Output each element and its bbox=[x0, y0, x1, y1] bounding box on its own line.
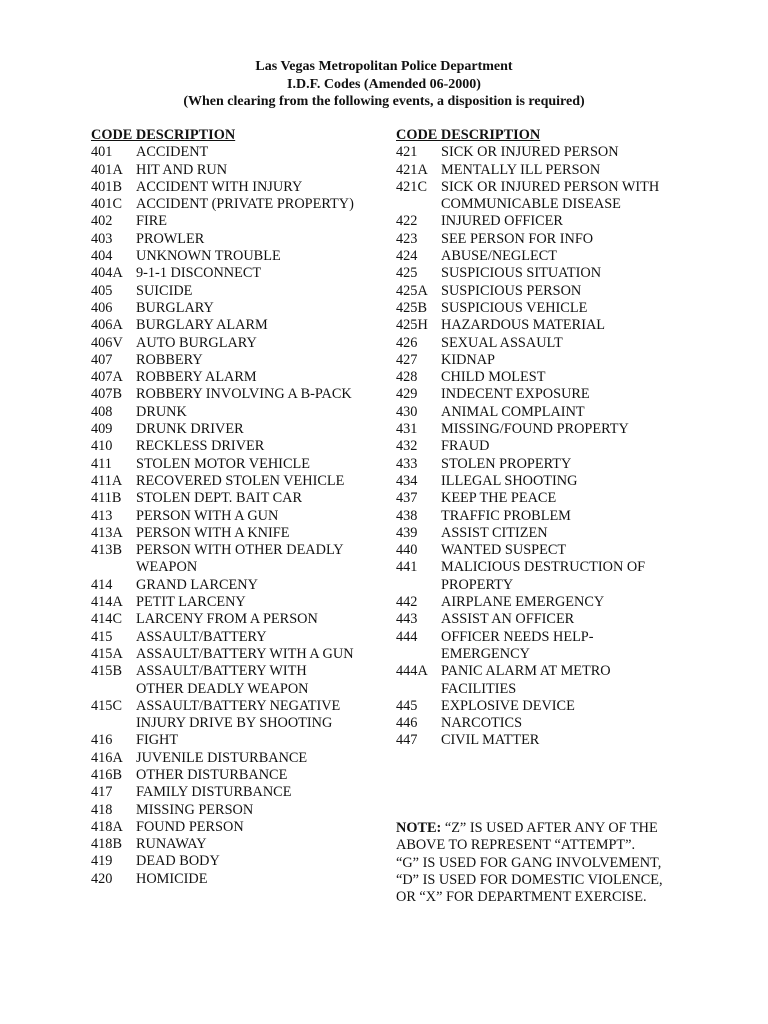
code-description: HOMICIDE bbox=[136, 870, 208, 887]
code-description: MALICIOUS DESTRUCTION OF PROPERTY bbox=[441, 559, 646, 593]
code-number: 406A bbox=[91, 317, 123, 334]
code-row bbox=[396, 508, 696, 525]
note-label: NOTE: bbox=[396, 820, 442, 836]
code-row bbox=[396, 715, 696, 732]
code-description: HIT AND RUN bbox=[136, 161, 228, 178]
code-number: 417 bbox=[91, 784, 113, 801]
code-description: PANIC ALARM AT METRO FACILITIES bbox=[441, 663, 611, 697]
code-number: 404A bbox=[91, 265, 123, 282]
code-description: EXPLOSIVE DEVICE bbox=[441, 697, 575, 714]
code-description: RUNAWAY bbox=[136, 836, 207, 853]
code-number: 428 bbox=[396, 369, 418, 386]
code-row bbox=[91, 473, 391, 490]
code-row bbox=[396, 283, 696, 300]
code-row bbox=[91, 646, 391, 663]
code-number: 440 bbox=[396, 542, 418, 559]
note-line-1 bbox=[396, 820, 686, 837]
code-number: 418 bbox=[91, 801, 113, 818]
code-description: PETIT LARCENY bbox=[136, 594, 246, 611]
code-row bbox=[91, 836, 391, 853]
code-number: 411A bbox=[91, 472, 123, 489]
code-row bbox=[91, 732, 391, 749]
code-description: ROBBERY INVOLVING A B-PACK bbox=[136, 386, 352, 403]
code-description: CIVIL MATTER bbox=[441, 732, 540, 749]
code-number: 425A bbox=[396, 282, 428, 299]
code-number: 425B bbox=[396, 299, 427, 316]
code-row bbox=[91, 404, 391, 421]
code-number: 425H bbox=[396, 317, 428, 334]
code-row bbox=[396, 179, 696, 214]
code-description: ACCIDENT bbox=[136, 144, 209, 161]
code-number: 409 bbox=[91, 421, 113, 438]
code-description: SEXUAL ASSAULT bbox=[441, 334, 563, 351]
code-description: INJURED OFFICER bbox=[441, 213, 563, 230]
code-description: SUSPICIOUS PERSON bbox=[441, 282, 582, 299]
code-description: ASSAULT/BATTERY bbox=[136, 628, 267, 645]
code-row bbox=[91, 594, 391, 611]
code-description: TRAFFIC PROBLEM bbox=[441, 507, 571, 524]
code-row bbox=[91, 750, 391, 767]
code-number: 415 bbox=[91, 628, 113, 645]
code-row bbox=[396, 404, 696, 421]
code-number: 413A bbox=[91, 524, 123, 541]
code-description: OFFICER NEEDS HELP- EMERGENCY bbox=[441, 628, 594, 662]
code-number: 401C bbox=[91, 196, 122, 213]
code-number: 406V bbox=[91, 334, 123, 351]
note-text-1: “Z” IS USED AFTER ANY OF THE bbox=[441, 820, 658, 836]
code-row bbox=[91, 819, 391, 836]
code-number: 424 bbox=[396, 248, 418, 265]
code-row bbox=[91, 317, 391, 334]
code-row bbox=[396, 611, 696, 628]
code-number: 444 bbox=[396, 628, 418, 645]
code-row bbox=[91, 438, 391, 455]
code-number: 414 bbox=[91, 576, 113, 593]
code-row bbox=[396, 231, 696, 248]
code-number: 419 bbox=[91, 853, 113, 870]
code-row bbox=[396, 265, 696, 282]
code-row bbox=[396, 352, 696, 369]
code-row bbox=[91, 525, 391, 542]
code-description: HAZARDOUS MATERIAL bbox=[441, 317, 606, 334]
code-number: 445 bbox=[396, 697, 418, 714]
code-number: 414A bbox=[91, 594, 123, 611]
code-description: PROWLER bbox=[136, 230, 205, 247]
code-number: 415C bbox=[91, 697, 122, 714]
code-number: 402 bbox=[91, 213, 113, 230]
code-row bbox=[396, 421, 696, 438]
code-description: PERSON WITH A GUN bbox=[136, 507, 279, 524]
code-row bbox=[396, 525, 696, 542]
code-number: 442 bbox=[396, 594, 418, 611]
code-row bbox=[91, 663, 391, 698]
code-description: JUVENILE DISTURBANCE bbox=[136, 749, 308, 766]
code-description: ASSAULT/BATTERY NEGATIVE INJURY DRIVE BY SHOOTING bbox=[136, 697, 341, 732]
code-description: ABUSE/NEGLECT bbox=[441, 248, 557, 265]
code-description: KIDNAP bbox=[441, 351, 496, 368]
code-number: 401A bbox=[91, 161, 123, 178]
code-number: 444A bbox=[396, 663, 428, 680]
code-description: STOLEN PROPERTY bbox=[441, 455, 572, 472]
code-row bbox=[396, 732, 696, 749]
code-description: SUICIDE bbox=[136, 282, 193, 299]
code-description: ACCIDENT WITH INJURY bbox=[136, 178, 303, 195]
code-row bbox=[91, 508, 391, 525]
note-text-2: ABOVE TO REPRESENT “ATTEMPT”. bbox=[396, 837, 636, 854]
code-number: 401B bbox=[91, 178, 122, 195]
code-row bbox=[91, 162, 391, 179]
code-description: CHILD MOLEST bbox=[441, 369, 546, 386]
code-description: SUSPICIOUS SITUATION bbox=[441, 265, 602, 282]
code-row bbox=[91, 611, 391, 628]
code-number: 418A bbox=[91, 818, 123, 835]
right-column-heading: CODE DESCRIPTION bbox=[396, 127, 541, 143]
code-number: 413 bbox=[91, 507, 113, 524]
code-number: 415B bbox=[91, 663, 122, 680]
note-block bbox=[396, 820, 686, 906]
code-row bbox=[91, 386, 391, 403]
code-row bbox=[91, 369, 391, 386]
code-description: SEE PERSON FOR INFO bbox=[441, 230, 594, 247]
code-row bbox=[91, 698, 391, 733]
code-number: 405 bbox=[91, 282, 113, 299]
right-code-column bbox=[396, 127, 696, 750]
code-number: 411B bbox=[91, 490, 122, 507]
code-row bbox=[91, 213, 391, 230]
note-text-3: “G” IS USED FOR GANG INVOLVEMENT, bbox=[396, 854, 662, 871]
code-description: SUSPICIOUS VEHICLE bbox=[441, 299, 588, 316]
code-row bbox=[396, 456, 696, 473]
code-description: INDECENT EXPOSURE bbox=[441, 386, 590, 403]
code-description: MENTALLY ILL PERSON bbox=[441, 161, 601, 178]
code-description: FIGHT bbox=[136, 732, 179, 749]
code-row bbox=[396, 542, 696, 559]
code-row bbox=[91, 248, 391, 265]
code-row bbox=[91, 853, 391, 870]
note-text-5: OR “X” FOR DEPARTMENT EXERCISE. bbox=[396, 889, 647, 906]
code-description: SICK OR INJURED PERSON bbox=[441, 144, 619, 161]
code-number: 407B bbox=[91, 386, 122, 403]
code-row bbox=[91, 542, 391, 577]
code-number: 401 bbox=[91, 144, 113, 161]
document-subtitle: I.D.F. Codes (Amended 06-2000) bbox=[287, 76, 481, 92]
code-number: 426 bbox=[396, 334, 418, 351]
code-row bbox=[396, 473, 696, 490]
code-number: 413B bbox=[91, 542, 122, 559]
code-row bbox=[91, 265, 391, 282]
code-number: 429 bbox=[396, 386, 418, 403]
code-row bbox=[91, 144, 391, 161]
code-description: RECOVERED STOLEN VEHICLE bbox=[136, 472, 345, 489]
code-number: 438 bbox=[396, 507, 418, 524]
code-number: 434 bbox=[396, 472, 418, 489]
code-row bbox=[91, 300, 391, 317]
code-number: 407 bbox=[91, 351, 113, 368]
code-row bbox=[91, 196, 391, 213]
code-row bbox=[91, 421, 391, 438]
code-number: 430 bbox=[396, 403, 418, 420]
code-description: MISSING/FOUND PROPERTY bbox=[441, 421, 629, 438]
code-description: ASSIST CITIZEN bbox=[441, 524, 548, 541]
code-description: OTHER DISTURBANCE bbox=[136, 766, 288, 783]
code-description: WANTED SUSPECT bbox=[441, 542, 567, 559]
code-row bbox=[396, 438, 696, 455]
left-code-column bbox=[91, 127, 391, 888]
code-number: 425 bbox=[396, 265, 418, 282]
code-row bbox=[91, 784, 391, 801]
code-number: 404 bbox=[91, 248, 113, 265]
code-number: 443 bbox=[396, 611, 418, 628]
code-row bbox=[91, 629, 391, 646]
code-description: PERSON WITH OTHER DEADLY WEAPON bbox=[136, 542, 344, 576]
code-row bbox=[91, 767, 391, 784]
code-number: 432 bbox=[396, 438, 418, 455]
code-row bbox=[396, 698, 696, 715]
code-number: 421A bbox=[396, 161, 428, 178]
code-row bbox=[396, 369, 696, 386]
code-row bbox=[396, 300, 696, 317]
code-row bbox=[91, 335, 391, 352]
code-number: 420 bbox=[91, 870, 113, 887]
code-number: 416A bbox=[91, 749, 123, 766]
code-number: 439 bbox=[396, 524, 418, 541]
document-instruction: (When clearing from the following events, a disposition is required) bbox=[183, 94, 585, 109]
code-row bbox=[91, 802, 391, 819]
code-number: 447 bbox=[396, 732, 418, 749]
code-description: ACCIDENT (PRIVATE PROPERTY) bbox=[136, 196, 354, 213]
code-description: RECKLESS DRIVER bbox=[136, 438, 265, 455]
code-number: 403 bbox=[91, 230, 113, 247]
code-number: 437 bbox=[396, 490, 418, 507]
code-description: DRUNK bbox=[136, 403, 187, 420]
code-number: 415A bbox=[91, 645, 123, 662]
code-description: SICK OR INJURED PERSON WITH COMMUNICABLE DISEASE bbox=[441, 178, 660, 213]
code-number: 416B bbox=[91, 766, 122, 783]
right-code-list bbox=[396, 144, 696, 749]
code-description: FRAUD bbox=[441, 438, 490, 455]
code-description: ASSAULT/BATTERY WITH A GUN bbox=[136, 645, 354, 662]
code-row bbox=[396, 144, 696, 161]
code-description: DEAD BODY bbox=[136, 853, 220, 870]
code-description: MISSING PERSON bbox=[136, 801, 254, 818]
code-description: KEEP THE PEACE bbox=[441, 490, 557, 507]
code-description: ASSAULT/BATTERY WITH OTHER DEADLY WEAPON bbox=[136, 663, 309, 697]
code-description: PERSON WITH A KNIFE bbox=[136, 524, 290, 541]
code-description: ILLEGAL SHOOTING bbox=[441, 472, 578, 489]
code-number: 421 bbox=[396, 144, 418, 161]
code-number: 406 bbox=[91, 299, 113, 316]
code-description: NARCOTICS bbox=[441, 715, 523, 732]
code-number: 411 bbox=[91, 455, 112, 472]
code-number: 422 bbox=[396, 213, 418, 230]
code-description: UNKNOWN TROUBLE bbox=[136, 248, 281, 265]
code-row bbox=[396, 386, 696, 403]
code-number: 408 bbox=[91, 403, 113, 420]
code-row bbox=[396, 248, 696, 265]
code-description: FIRE bbox=[136, 213, 167, 230]
code-description: ANIMAL COMPLAINT bbox=[441, 403, 585, 420]
code-number: 407A bbox=[91, 369, 123, 386]
code-description: ROBBERY bbox=[136, 351, 203, 368]
code-number: 431 bbox=[396, 421, 418, 438]
code-row bbox=[396, 317, 696, 334]
code-description: ASSIST AN OFFICER bbox=[441, 611, 575, 628]
code-number: 416 bbox=[91, 732, 113, 749]
code-description: BURGLARY ALARM bbox=[136, 317, 268, 334]
code-row bbox=[91, 456, 391, 473]
code-description: LARCENY FROM A PERSON bbox=[136, 611, 318, 628]
code-row bbox=[396, 490, 696, 507]
code-number: 441 bbox=[396, 559, 418, 576]
code-number: 410 bbox=[91, 438, 113, 455]
code-number: 414C bbox=[91, 611, 122, 628]
code-row bbox=[396, 559, 696, 594]
code-number: 427 bbox=[396, 351, 418, 368]
left-code-list bbox=[91, 144, 391, 888]
code-description: DRUNK DRIVER bbox=[136, 421, 244, 438]
code-row bbox=[396, 162, 696, 179]
code-row bbox=[91, 871, 391, 888]
code-row bbox=[91, 577, 391, 594]
code-description: FAMILY DISTURBANCE bbox=[136, 784, 292, 801]
code-row bbox=[91, 231, 391, 248]
code-description: FOUND PERSON bbox=[136, 818, 244, 835]
code-number: 418B bbox=[91, 836, 122, 853]
code-description: ROBBERY ALARM bbox=[136, 369, 257, 386]
code-description: BURGLARY bbox=[136, 299, 214, 316]
code-row bbox=[396, 213, 696, 230]
code-number: 421C bbox=[396, 178, 427, 195]
document-header bbox=[0, 58, 768, 111]
code-description: GRAND LARCENY bbox=[136, 576, 258, 593]
code-row bbox=[396, 663, 696, 698]
document-title: Las Vegas Metropolitan Police Department bbox=[255, 59, 513, 74]
code-row bbox=[91, 352, 391, 369]
code-description: 9-1-1 DISCONNECT bbox=[136, 265, 262, 282]
code-number: 433 bbox=[396, 455, 418, 472]
note-text-4: “D” IS USED FOR DOMESTIC VIOLENCE, bbox=[396, 871, 663, 888]
code-row bbox=[396, 335, 696, 352]
code-description: STOLEN MOTOR VEHICLE bbox=[136, 455, 310, 472]
code-row bbox=[396, 629, 696, 664]
code-description: STOLEN DEPT. BAIT CAR bbox=[136, 490, 303, 507]
left-column-heading: CODE DESCRIPTION bbox=[91, 127, 236, 143]
code-row bbox=[91, 490, 391, 507]
code-description: AIRPLANE EMERGENCY bbox=[441, 594, 605, 611]
code-number: 446 bbox=[396, 715, 418, 732]
code-number: 423 bbox=[396, 230, 418, 247]
code-row bbox=[91, 179, 391, 196]
code-row bbox=[396, 594, 696, 611]
code-description: AUTO BURGLARY bbox=[136, 334, 257, 351]
code-row bbox=[91, 283, 391, 300]
